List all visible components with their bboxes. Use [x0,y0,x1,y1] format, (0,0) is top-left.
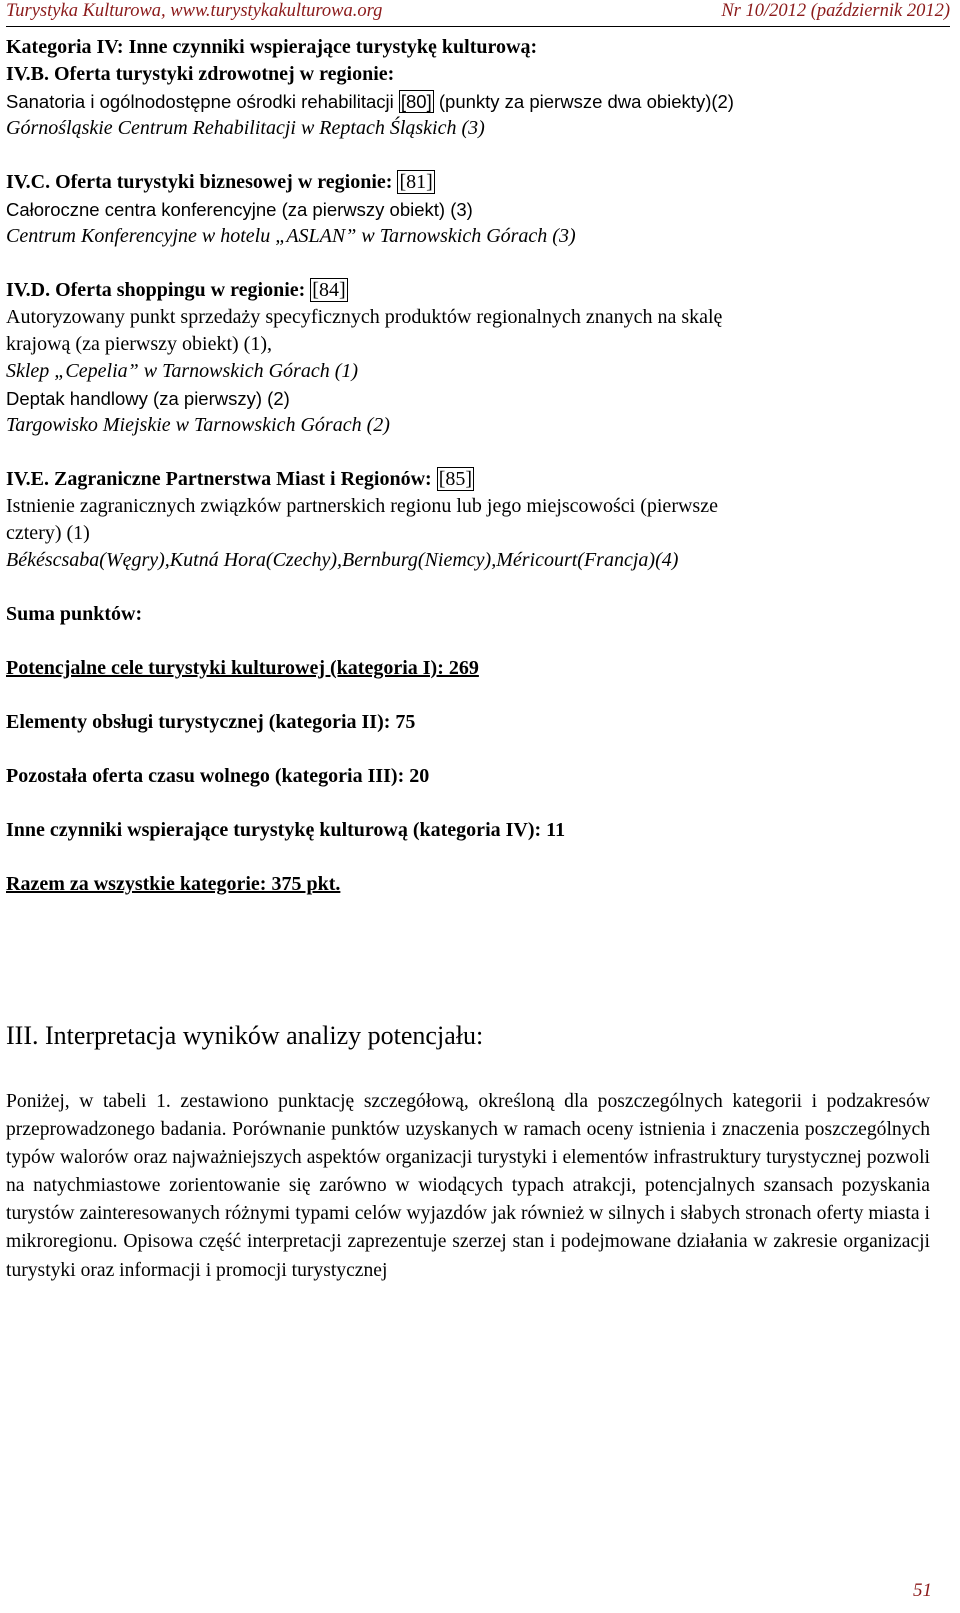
spacer [6,682,954,709]
page-number: 51 [913,1580,932,1601]
section-c-line2: Centrum Konferencyjne w hotelu „ASLAN” w Tarnowskich Górach (3) [6,225,576,247]
section-iii-title: III. Interpretacja wyników analizy potencjału: [6,1021,484,1050]
section-b-line1-post: (punkty za pierwsze dwa obiekty)(2) [433,91,734,112]
journal-title: Turystyka Kulturowa, www.turystykakulturowa.org [6,1,383,21]
spacer [6,790,954,817]
section-d-line4: Deptak handlowy (za pierwszy) (2) [6,388,290,409]
summary-category-1: Potencjalne cele turystyki kulturowej (kategoria I): 269 [6,657,479,679]
section-b-line1 [6,88,954,115]
section-d-line3: Sklep „Cepelia” w Tarnowskich Górach (1) [6,360,359,382]
section-b-ref: [80] [400,91,432,112]
section-d-heading-line [6,277,954,304]
section-d-line5: Targowisko Miejskie w Tarnowskich Górach (2) [6,414,390,436]
section-e-heading: IV.E. Zagraniczne Partnerstwa Miast i Regionów: [6,468,437,490]
section-e-line3: Békéscsaba(Węgry),Kutná Hora(Czechy),Bernburg(Niemcy),Méricourt(Francja)(4) [6,549,679,571]
section-b-line1-text: Sanatoria i ogólnodostępne ośrodki rehabilitacji [6,91,399,112]
spacer [6,574,954,601]
summary-category-2: Elementy obsługi turystycznej (kategoria II): 75 [6,711,416,733]
section-e-heading-line [6,466,954,493]
section-d-ref: [84] [312,279,346,301]
section-b-heading: IV.B. Oferta turystyki zdrowotnej w regionie: [6,63,395,85]
issue-info: Nr 10/2012 (październik 2012) [721,1,950,21]
section-d-line2: krajową (za pierwszy obiekt) (1), [6,333,272,355]
section-d-heading: IV.D. Oferta shoppingu w regionie: [6,279,311,301]
spacer [6,439,954,466]
section-d-line1: Autoryzowany punkt sprzedaży specyficznych produktów regionalnych znanych na skalę [6,306,723,328]
spacer [6,736,954,763]
section-c-ref: [81] [399,171,433,193]
spacer [6,844,954,871]
running-header [6,0,950,27]
summary-title: Suma punktów: [6,603,143,625]
spacer [6,628,954,655]
spacer [6,250,954,277]
section-c-line1: Całoroczne centra konferencyjne (za pierwszy obiekt) (3) [6,199,473,220]
section-c-heading-line [6,169,954,196]
section-c-heading: IV.C. Oferta turystyki biznesowej w regionie: [6,171,398,193]
spacer [6,142,954,169]
section-e-line2: cztery) (1) [6,522,90,544]
section-b-line2: Górnośląskie Centrum Rehabilitacji w Reptach Śląskich (3) [6,117,485,139]
section-iii-paragraph: Poniżej, w tabeli 1. zestawiono punktację szczegółową, określoną dla poszczególnych kategorii i podzakresów przeprowadzonego badania. Porównanie punktów uzyskanych w ramach oceny istnienia i znaczenia poszczególnych typów walorów oraz najważniejszych aspektów organizacji turystyki i elementów infrastruktury turystycznej pozwoli na natychmiastowe zorientowanie się zarówno w wiodących typach atrakcji, potencjalnych szansach pozyskania turystów zainteresowanych różnymi typami celów wyjazdów jak również w silnych i słabych stronach oferty miasta i mikroregionu. Opisowa część interpretacji zaprezentuje szerzej stan i podejmowane działania w zakresie organizacji turystyki oraz informacji i promocji turystycznej [6,1091,930,1281]
document-body [6,34,954,898]
summary-category-4: Inne czynniki wspierające turystykę kulturową (kategoria IV): 11 [6,819,566,841]
category-iv-title: Kategoria IV: Inne czynniki wspierające turystykę kulturową: [6,36,538,58]
section-e-ref: [85] [438,468,473,490]
summary-total: Razem za wszystkie kategorie: 375 pkt. [6,873,341,895]
section-e-line1: Istnienie zagranicznych związków partnerskich regionu lub jego miejscowości (pierwsze [6,495,718,517]
summary-category-3: Pozostała oferta czasu wolnego (kategoria III): 20 [6,765,430,787]
